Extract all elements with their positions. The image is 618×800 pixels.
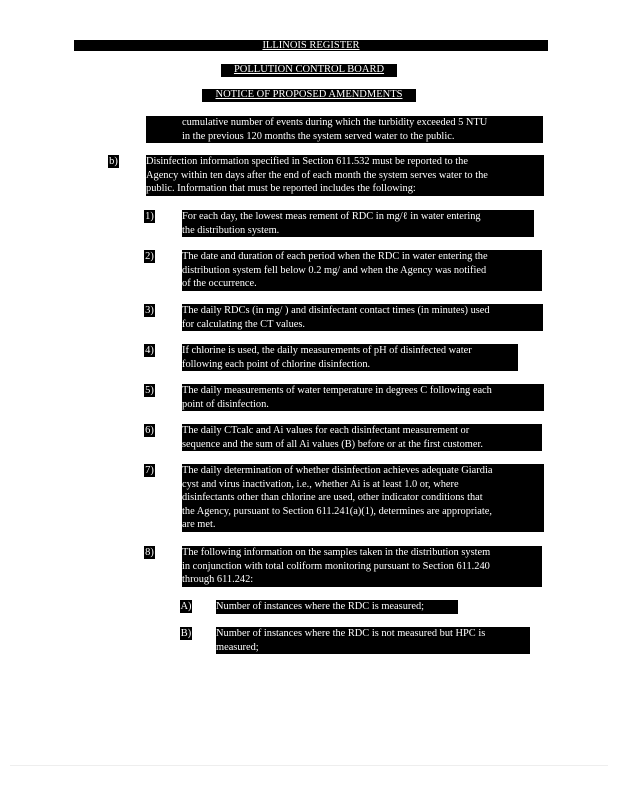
item-line: If chlorine is used, the daily measurements of pH of disinfected water (182, 345, 472, 356)
item-line: the distribution system. (182, 224, 280, 236)
item-line: sequence and the sum of all Ai values (B) before or at the first customer. (182, 438, 483, 450)
item-line: the Agency, pursuant to Section 611.241(a)(1), determines are appropriate, (182, 505, 492, 517)
item-3-marker: 3) (145, 305, 154, 316)
item-5-paragraph (182, 384, 544, 411)
section-b-paragraph (146, 155, 544, 196)
item-3-paragraph (182, 304, 543, 331)
item-1-paragraph (182, 210, 534, 237)
item-line: The daily RDCs (in mg/ ) and disinfectant contact times (in minutes) used (182, 305, 490, 316)
item-6-paragraph (182, 424, 542, 451)
subitem-a-marker: A) (180, 601, 192, 612)
item-line: for calculating the CT values. (182, 318, 306, 330)
subitem-line: measured; (216, 641, 259, 653)
item-line: following each point of chlorine disinfection. (182, 358, 371, 370)
item-5-marker: 5) (145, 385, 154, 396)
item-line: The daily CTcalc and Ai values for each disinfectant measurement or (182, 425, 470, 436)
item-line: are met. (182, 519, 216, 531)
item-2-paragraph (182, 250, 542, 291)
item-1-marker: 1) (145, 211, 154, 222)
item-line: of the occurrence. (182, 278, 257, 290)
item-line: through 611.242: (182, 574, 254, 586)
subitem-a-paragraph (216, 600, 458, 614)
section-b-line: Agency within ten days after the end of each month the system serves water to the (146, 169, 488, 181)
subitem-line: Number of instances where the RDC is measured; (216, 601, 425, 612)
item-line: point of disinfection. (182, 398, 269, 410)
item-line: The date and duration of each period when the RDC in water entering the (182, 251, 488, 262)
continuation-line: cumulative number of events during which the turbidity exceeded 5 NTU (182, 117, 488, 128)
item-line: cyst and virus inactivation, i.e., whether Ai is at least 1.0 or, where (182, 478, 459, 490)
item-line: in conjunction with total coliform monitoring pursuant to Section 611.240 (182, 560, 490, 572)
board-title: POLLUTION CONTROL BOARD (233, 64, 385, 75)
item-line: The daily determination of whether disinfection achieves adequate Giardia (182, 465, 493, 476)
item-4-paragraph (182, 344, 518, 371)
continuation-paragraph (146, 116, 543, 143)
item-7-marker: 7) (145, 465, 154, 476)
subitem-b-paragraph (216, 627, 530, 654)
item-8-paragraph (182, 546, 542, 587)
notice-title-bar (202, 89, 416, 102)
section-b-line: public. Information that must be reported includes the following: (146, 183, 416, 195)
section-b-marker: b) (109, 156, 118, 167)
register-title: ILLINOIS REGISTER (262, 40, 360, 51)
item-line: The daily measurements of water temperature in degrees C following each (182, 385, 492, 396)
notice-title: NOTICE OF PROPOSED AMENDMENTS (215, 89, 403, 100)
section-b-line: Disinfection information specified in Section 611.532 must be reported to the (146, 156, 468, 167)
subitem-b-marker: B) (180, 628, 192, 639)
subitem-line: Number of instances where the RDC is not measured but HPC is (216, 628, 486, 639)
item-8-marker: 8) (145, 547, 154, 558)
item-2-marker: 2) (145, 251, 154, 262)
footer-rule (10, 765, 608, 766)
continuation-line: in the previous 120 months the system served water to the public. (182, 130, 455, 142)
register-header-bar (74, 40, 548, 51)
item-line: For each day, the lowest meas rement of RDC in mg/ℓ in water entering (182, 211, 481, 222)
item-6-marker: 6) (145, 425, 154, 436)
item-4-marker: 4) (145, 345, 154, 356)
item-7-paragraph (182, 464, 544, 532)
item-line: distribution system fell below 0.2 mg/ and when the Agency was notified (182, 264, 487, 276)
item-line: disinfectants other than chlorine are used, other indicator conditions that (182, 492, 483, 504)
item-line: The following information on the samples taken in the distribution system (182, 547, 491, 558)
board-title-bar (221, 64, 397, 77)
